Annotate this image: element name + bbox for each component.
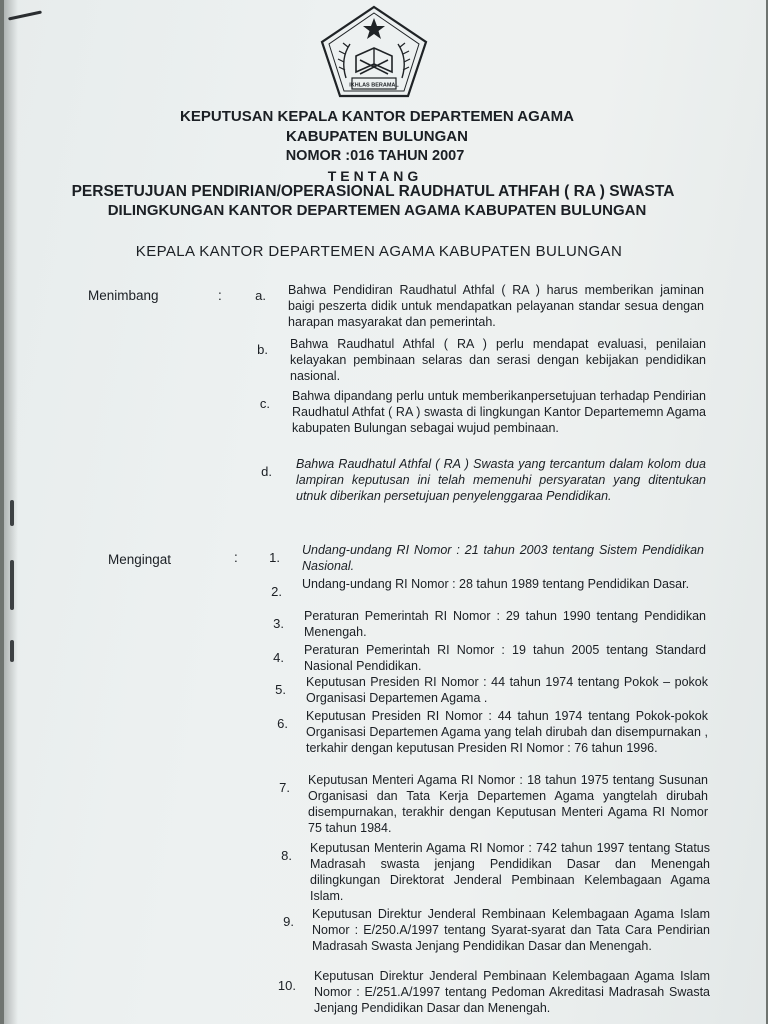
binding-hole-mark xyxy=(10,560,14,610)
decree-title-line-2: KABUPATEN BULUNGAN xyxy=(286,128,468,145)
mengingat-label: Mengingat xyxy=(108,552,172,567)
mengingat-item-10: Keputusan Direktur Jenderal Pembinaan Kelembagaan Agama Islam Nomor : E/251.A/1997 tentang Pedoman Akreditasi Madrasah Swasta Jenjang Pendidikan Dasar dan Menengah. xyxy=(314,969,710,1015)
menimbang-marker-a: a. xyxy=(255,288,266,303)
decree-subject-line-2: DILINGKUNGAN KANTOR DEPARTEMEN AGAMA KABUPATEN BULUNGAN xyxy=(107,202,647,219)
menimbang-label: Menimbang xyxy=(88,288,159,303)
mengingat-item-4: Peraturan Pemerintah RI Nomor : 19 tahun 2005 tentang Standard Nasional Pendidikan. xyxy=(304,643,706,673)
mengingat-item-6: Keputusan Presiden RI Nomor : 44 tahun 1974 tentang Pokok-pokok Organisasi Departemen Agama yang telah dirubah dan disempurnakan , terkahir dengan keputusan Presiden RI Nomor : 76 tahun 1996. xyxy=(306,709,708,755)
mengingat-marker-8: 8. xyxy=(281,848,292,863)
menimbang-item-b: Bahwa Raudhatul Athfal ( RA ) perlu mendapat evaluasi, penilaian kelayakan pembinaan selaras dan serasi dengan kebijakan pendidikan nasional. xyxy=(290,337,706,383)
menimbang-item-c: Bahwa dipandang perlu untuk memberikanpersetujuan terhadap Pendirian Raudhatul Athfat ( RA ) swasta di lingkungan Kantor Departememn Agama kabupaten Bulungan sebagai wujud pembinaan. xyxy=(292,389,706,435)
document-page xyxy=(4,0,766,1024)
binding-hole-mark xyxy=(10,500,14,526)
menimbang-item-a: Bahwa Pendidiran Raudhatul Athfal ( RA ) harus memberikan jaminan baigi peszerta didik untuk mendapatkan pelayanan standar sesua dengan harapan masyarakat dan pemerintah. xyxy=(288,283,704,329)
decree-number: NOMOR :016 TAHUN 2007 xyxy=(285,148,465,164)
decree-issuer: KEPALA KANTOR DEPARTEMEN AGAMA KABUPATEN BULUNGAN xyxy=(135,243,623,260)
mengingat-colon: : xyxy=(234,550,238,565)
mengingat-item-8: Keputusan Menterin Agama RI Nomor : 742 tahun 1997 tentang Status Madrasah swasta jenjang Pendidikan Dasar dan Menengah dilingkungan Direktorat Jenderal Pembinaan Kelembagaan Agama Islam. xyxy=(310,841,710,903)
mengingat-marker-4: 4. xyxy=(273,650,284,665)
mengingat-marker-1: 1. xyxy=(269,550,280,565)
mengingat-marker-7: 7. xyxy=(279,780,290,795)
mengingat-item-5: Keputusan Presiden RI Nomor : 44 tahun 1974 tentang Pokok – pokok Organisasi Departemen Agama . xyxy=(306,675,708,705)
mengingat-marker-5: 5. xyxy=(275,682,286,697)
menimbang-colon: : xyxy=(218,288,222,303)
mengingat-item-3: Peraturan Pemerintah RI Nomor : 29 tahun 1990 tentang Pendidikan Menengah. xyxy=(304,609,706,639)
binding-hole-mark xyxy=(10,640,14,662)
menimbang-marker-c: c. xyxy=(259,396,270,411)
mengingat-item-1: Undang-undang RI Nomor : 21 tahun 2003 tentang Sistem Pendidikan Nasional. xyxy=(302,543,704,573)
mengingat-marker-6: 6. xyxy=(277,716,288,731)
mengingat-marker-3: 3. xyxy=(273,616,284,631)
menimbang-marker-d: d. xyxy=(261,464,272,479)
mengingat-marker-9: 9. xyxy=(283,914,294,929)
mengingat-marker-10: 10. xyxy=(277,978,296,993)
mengingat-item-9: Keputusan Direktur Jenderal Rembinaan Kelembagaan Agama Islam Nomor : E/250.A/1997 tentang Syarat-syarat dan Tata Cara Pendirian Madrasah Swasta Jenjang Pendidikan Dasar dan Menengah. xyxy=(312,907,710,953)
decree-tentang: TENTANG xyxy=(327,168,423,184)
decree-subject-line-1: PERSETUJUAN PENDIRIAN/OPERASIONAL RAUDHATUL ATHFAH ( RA ) SWASTA xyxy=(71,183,675,200)
menimbang-item-d: Bahwa Raudhatul Athfal ( RA ) Swasta yang tercantum dalam kolom dua lampiran keputusan ini telah memenuhi persyaratan yang ditentukan utnuk diberikan persetujuan penyelenggaraa Pendidikan. xyxy=(296,457,706,503)
menimbang-marker-b: b. xyxy=(257,342,268,357)
mengingat-item-7: Keputusan Menteri Agama RI Nomor : 18 tahun 1975 tentang Susunan Organisasi dan Tata Kerja Departemen Agama yangtelah dirubah disempurnakan, terakhir dengan Keputusan Menteri Agama RI Nomor 75 tahun 1984. xyxy=(308,773,708,835)
mengingat-marker-2: 2. xyxy=(271,584,282,599)
mengingat-item-2: Undang-undang RI Nomor : 28 tahun 1989 tentang Pendidikan Dasar. xyxy=(302,577,690,591)
emblem-ribbon-text: IKHLAS BERAMAL xyxy=(349,82,399,89)
ministry-emblem-icon xyxy=(316,4,432,100)
decree-title-line-1: KEPUTUSAN KEPALA KANTOR DEPARTEMEN AGAMA xyxy=(180,108,574,125)
